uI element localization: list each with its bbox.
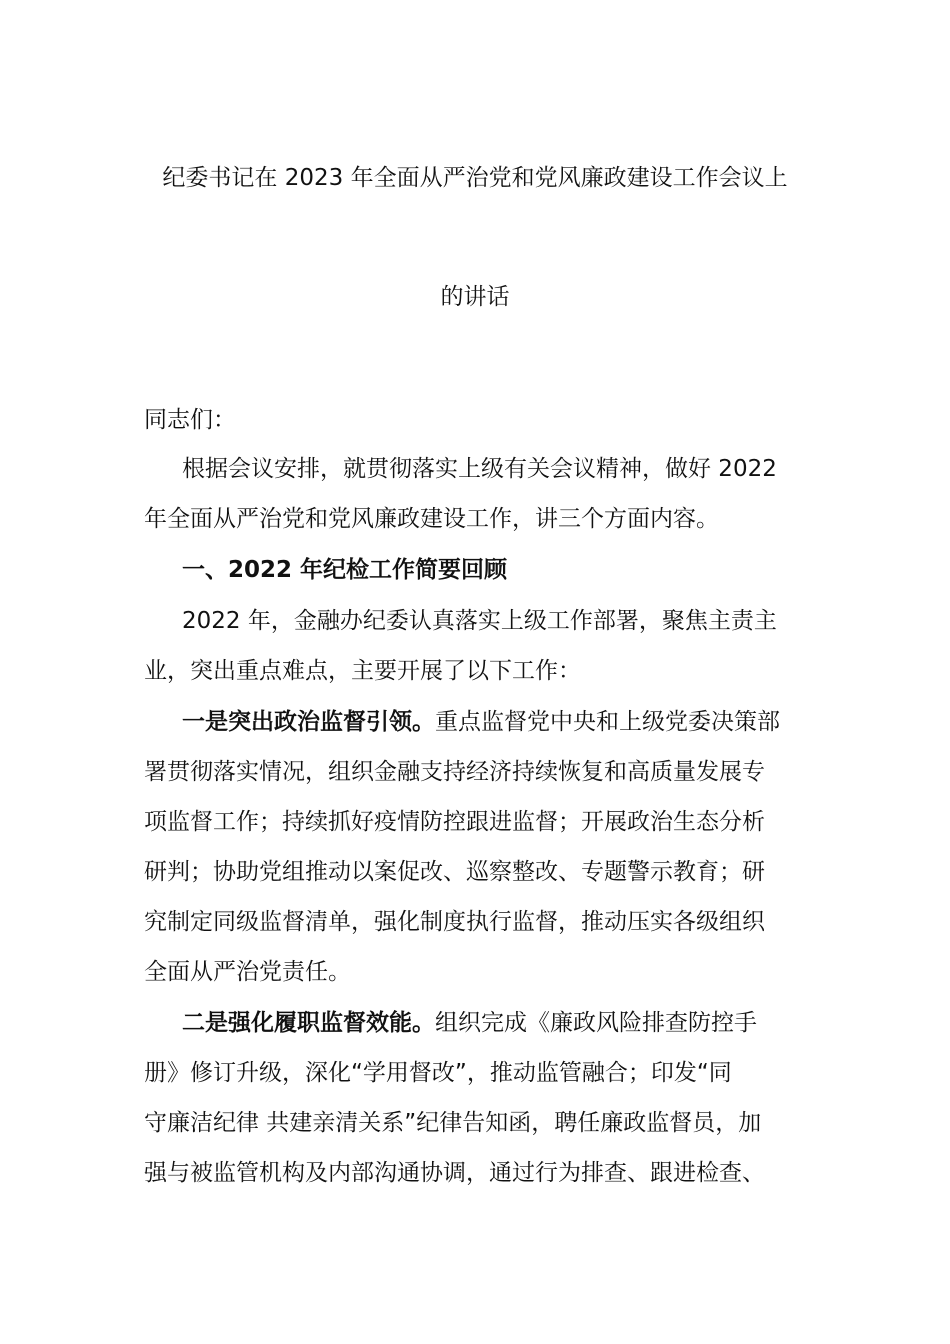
point-2-line-4: 强与被监管机构及内部沟通协调，通过行为排查、跟进检查、 xyxy=(144,1160,765,1186)
point-2-line-3: 守廉洁纪律 共建亲清关系”纪律告知函，聘任廉政监督员，加 xyxy=(144,1110,762,1136)
section-1-line-2: 业，突出重点难点，主要开展了以下工作： xyxy=(144,658,581,684)
point-2-line-1 xyxy=(144,998,824,1048)
section-1-heading: 一、2022 年纪检工作简要回顾 xyxy=(182,557,508,583)
point-2-line-2: 册》修订升级，深化“学用督改”，推动监管融合；印发“同 xyxy=(144,1060,732,1086)
point-1-line-1-rest: 重点监督党中央和上级党委决策部 xyxy=(435,709,780,735)
point-1-line-2: 署贯彻落实情况，组织金融支持经济持续恢复和高质量发展专 xyxy=(144,759,765,785)
intro-paragraph xyxy=(144,444,824,544)
point-1-paragraph xyxy=(144,697,824,997)
point-2-lead: 二是强化履职监督效能。 xyxy=(182,1010,435,1036)
section-1-paragraph xyxy=(144,596,824,696)
point-1-line-3: 项监督工作；持续抓好疫情防控跟进监督；开展政治生态分析 xyxy=(144,809,765,835)
point-1-line-4: 研判；协助党组推动以案促改、巡察整改、专题警示教育；研 xyxy=(144,859,765,885)
document-title-line-2: 的讲话 xyxy=(440,284,510,310)
point-2-line-1-rest: 组织完成《廉政风险排查防控手 xyxy=(435,1010,757,1036)
document-title-line-1: 纪委书记在 2023 年全面从严治党和党风廉政建设工作会议上 xyxy=(162,165,788,191)
point-1-lead: 一是突出政治监督引领。 xyxy=(182,709,435,735)
intro-line-2: 年全面从严治党和党风廉政建设工作，讲三个方面内容。 xyxy=(144,506,719,532)
point-1-line-1 xyxy=(144,697,824,747)
salutation: 同志们： xyxy=(144,407,236,433)
point-2-paragraph xyxy=(144,998,824,1198)
point-1-line-5: 究制定同级监督清单，强化制度执行监督，推动压实各级组织 xyxy=(144,909,765,935)
intro-line-1: 根据会议安排，就贯彻落实上级有关会议精神，做好 2022 xyxy=(182,456,777,482)
point-1-line-6: 全面从严治党责任。 xyxy=(144,959,351,985)
section-1-line-1: 2022 年，金融办纪委认真落实上级工作部署，聚焦主责主 xyxy=(182,608,777,634)
